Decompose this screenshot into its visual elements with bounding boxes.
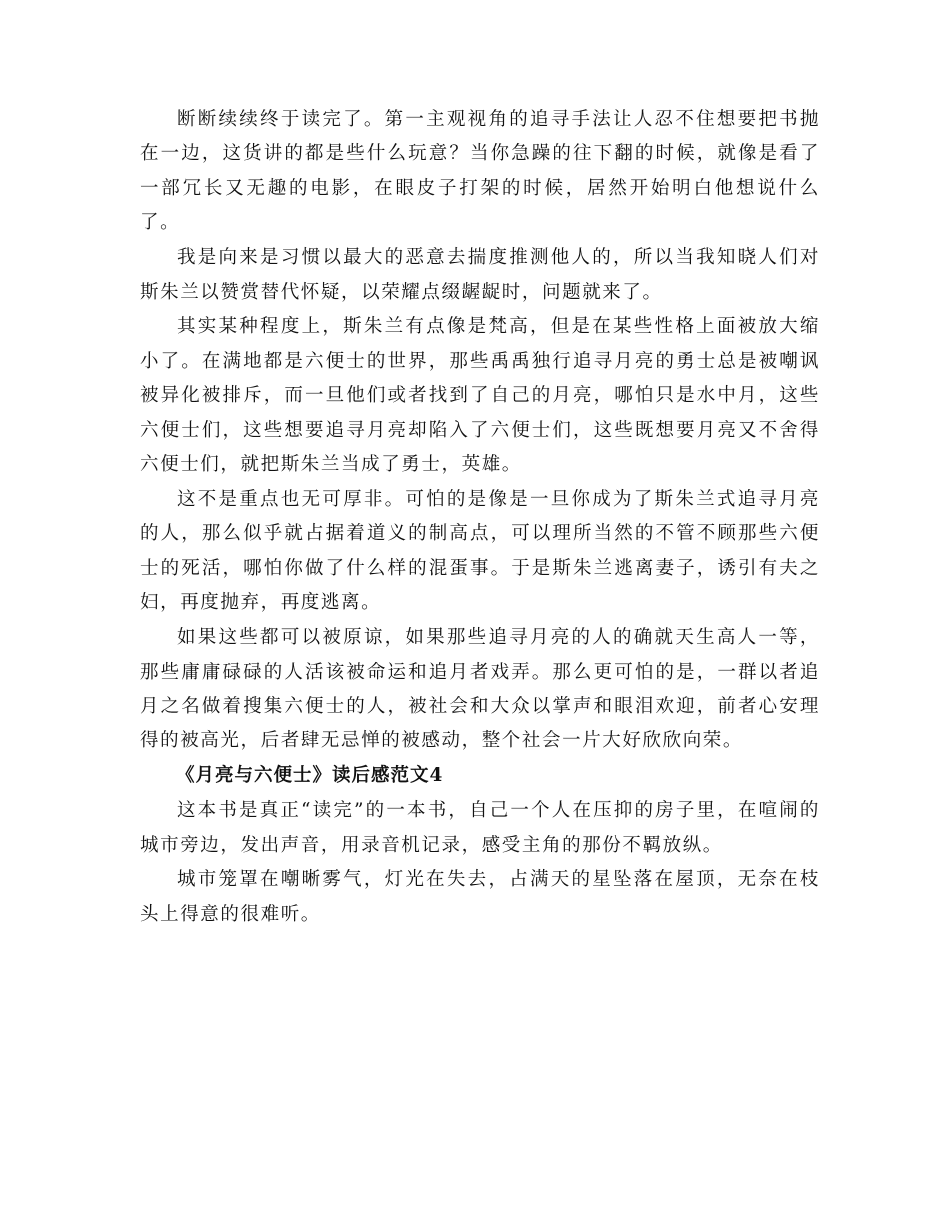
paragraph: 其实某种程度上，斯朱兰有点像是梵高，但是在某些性格上面被放大缩小了。在满地都是六便士的世界，那些禹禹独行追寻月亮的勇士总是被嘲讽被异化被排斥，而一旦他们或者找到了自己的月亮，哪怕只是水中月，这些六便士们，这些想要追寻月亮却陷入了六便士们，这些既想要月亮又不舍得六便士们，就把斯朱兰当成了勇士，英雄。 — [140, 316, 820, 476]
paragraph: 这本书是真正“读完”的一本书，自己一个人在压抑的房子里，在喧闹的城市旁边，发出声音，用录音机记录，感受主角的那份不羁放纵。 — [140, 800, 820, 856]
paragraph: 我是向来是习惯以最大的恶意去揣度推测他人的，所以当我知晓人们对斯朱兰以赞赏替代怀疑，以荣耀点缀龌龊时，问题就来了。 — [140, 247, 820, 303]
paragraph: 如果这些都可以被原谅，如果那些追寻月亮的人的确就天生高人一等，那些庸庸碌碌的人活该被命运和追月者戏弄。那么更可怕的是，一群以者追月之名做着搜集六便士的人，被社会和大众以掌声和眼泪欢迎，前者心安理得的被高光，后者肆无忌惮的被感动，整个社会一片大好欣欣向荣。 — [140, 627, 820, 752]
paragraph: 这不是重点也无可厚非。可怕的是像是一旦你成为了斯朱兰式追寻月亮的人，那么似乎就占据着道义的制高点，可以理所当然的不管不顾那些六便士的死活，哪怕你做了什么样的混蛋事。于是斯朱兰逃离妻子，诱引有夫之妇，再度抛弃，再度逃离。 — [140, 488, 820, 614]
paragraph: 断断续续终于读完了。第一主观视角的追寻手法让人忍不住想要把书抛在一边，这货讲的都是些什么玩意？当你急躁的往下翻的时候，就像是看了一部冗长又无趣的电影，在眼皮子打架的时候，居然开始明白他想说什么了。 — [140, 109, 820, 234]
paragraph: 城市笼罩在嘲晰雾气，灯光在失去，占满天的星坠落在屋顶，无奈在枝头上得意的很难听。 — [140, 869, 820, 925]
section-heading: 《月亮与六便士》读后感范文4 — [176, 765, 444, 787]
document-page — [140, 103, 820, 933]
